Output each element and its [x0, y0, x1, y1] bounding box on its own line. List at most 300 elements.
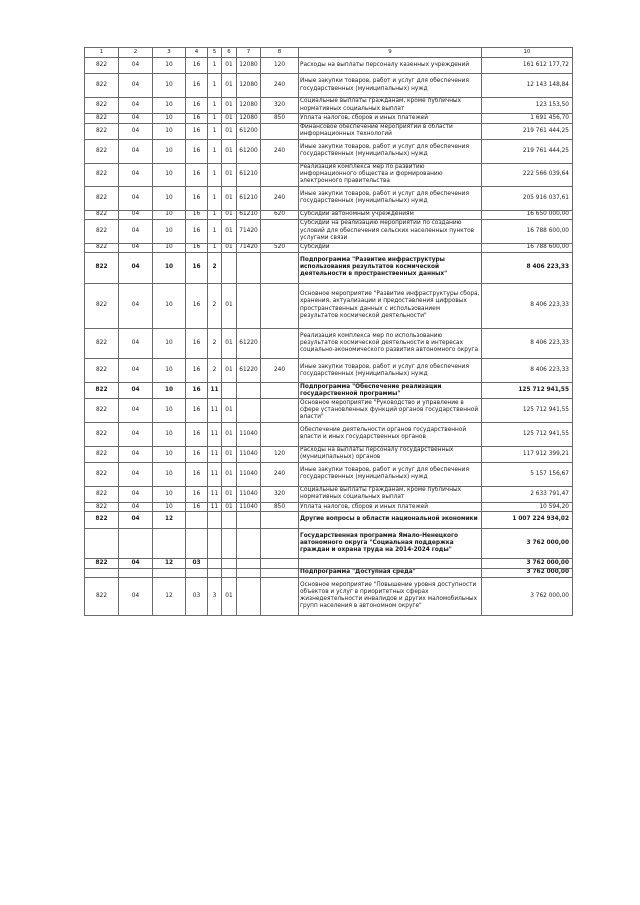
cell-subsection-code: 10: [153, 139, 186, 163]
cell-direction-code: 11040: [237, 446, 261, 462]
cell-program-code: 16: [186, 423, 208, 447]
cell-subprogram-code: 11: [208, 463, 222, 487]
table-row: [85, 97, 573, 113]
cell-event-code: 01: [222, 219, 237, 243]
table-row: [85, 58, 573, 74]
cell-event-code: 01: [222, 359, 237, 383]
table-row: [85, 568, 573, 577]
cell-section-code: 04: [119, 139, 153, 163]
table-row: [85, 328, 573, 359]
cell-event-code: [222, 559, 237, 568]
cell-expense-type-code: 240: [261, 74, 299, 98]
cell-event-code: 01: [222, 58, 237, 74]
cell-expense-type-code: [261, 528, 299, 559]
cell-amount: 8 406 223,33: [482, 283, 573, 328]
cell-admin-code: 822: [85, 163, 119, 187]
cell-program-code: 16: [186, 123, 208, 139]
cell-program-code: [186, 568, 208, 577]
cell-section-code: 04: [119, 58, 153, 74]
cell-description: Расходы на выплаты персоналу казенных учреждений: [299, 58, 482, 74]
cell-subprogram-code: 1: [208, 219, 222, 243]
cell-event-code: [222, 383, 237, 399]
cell-section-code: 04: [119, 219, 153, 243]
cell-admin-code: 822: [85, 123, 119, 139]
cell-admin-code: 822: [85, 359, 119, 383]
cell-expense-type-code: [261, 163, 299, 187]
cell-subprogram-code: 3: [208, 577, 222, 615]
cell-program-code: 16: [186, 139, 208, 163]
cell-expense-type-code: 240: [261, 463, 299, 487]
table-row: [85, 383, 573, 399]
cell-subprogram-code: 1: [208, 114, 222, 123]
cell-expense-type-code: 320: [261, 97, 299, 113]
cell-direction-code: 61210: [237, 210, 261, 219]
cell-description: Расходы на выплаты персоналу государственных (муниципальных) органов: [299, 446, 482, 462]
cell-amount: 219 761 444,25: [482, 139, 573, 163]
cell-subprogram-code: 2: [208, 328, 222, 359]
cell-admin-code: 822: [85, 219, 119, 243]
cell-description: Подпрограмма "Доступная среда": [299, 568, 482, 577]
cell-program-code: 16: [186, 359, 208, 383]
cell-subsection-code: 10: [153, 283, 186, 328]
cell-section-code: 04: [119, 399, 153, 423]
cell-program-code: 16: [186, 399, 208, 423]
column-header: 3: [153, 48, 186, 58]
table-row: [85, 123, 573, 139]
cell-subsection-code: 10: [153, 114, 186, 123]
cell-description: Реализация комплекса мер по использованию результатов космической деятельности в интересах социально-экономического развития автономного округа: [299, 328, 482, 359]
cell-amount: 3 762 000,00: [482, 577, 573, 615]
cell-program-code: 16: [186, 486, 208, 502]
cell-description: Основное мероприятие "Развитие инфраструктуры сбора, хранения, актуализации и предоставления цифровых пространственных данных с использованием результатов космической деятельности": [299, 283, 482, 328]
cell-program-code: 16: [186, 114, 208, 123]
cell-program-code: 16: [186, 163, 208, 187]
cell-program-code: 16: [186, 503, 208, 512]
cell-subprogram-code: 1: [208, 210, 222, 219]
cell-admin-code: 822: [85, 399, 119, 423]
cell-direction-code: 61210: [237, 187, 261, 211]
cell-program-code: 16: [186, 219, 208, 243]
table-row: [85, 486, 573, 502]
cell-admin-code: 822: [85, 74, 119, 98]
cell-amount: 8 406 223,33: [482, 252, 573, 283]
cell-section-code: 04: [119, 123, 153, 139]
cell-amount: 3 762 000,00: [482, 568, 573, 577]
cell-event-code: [222, 512, 237, 528]
cell-expense-type-code: 120: [261, 58, 299, 74]
cell-direction-code: [237, 577, 261, 615]
cell-expense-type-code: 120: [261, 446, 299, 462]
cell-event-code: 01: [222, 114, 237, 123]
column-header: 8: [261, 48, 299, 58]
cell-admin-code: 822: [85, 243, 119, 252]
column-header: 2: [119, 48, 153, 58]
cell-amount: 219 761 444,25: [482, 123, 573, 139]
table-body: [85, 58, 573, 616]
cell-expense-type-code: [261, 577, 299, 615]
cell-expense-type-code: 520: [261, 243, 299, 252]
cell-section-code: [119, 568, 153, 577]
cell-direction-code: 11040: [237, 423, 261, 447]
cell-subsection-code: [153, 568, 186, 577]
table-header-row: [85, 48, 573, 58]
cell-admin-code: 822: [85, 463, 119, 487]
cell-amount: 8 406 223,33: [482, 359, 573, 383]
cell-event-code: [222, 568, 237, 577]
cell-subsection-code: 10: [153, 74, 186, 98]
cell-expense-type-code: [261, 219, 299, 243]
cell-subprogram-code: 1: [208, 74, 222, 98]
cell-admin-code: 822: [85, 97, 119, 113]
cell-description: [299, 559, 482, 568]
cell-admin-code: 822: [85, 58, 119, 74]
cell-subprogram-code: 11: [208, 383, 222, 399]
cell-description: Уплата налогов, сборов и иных платежей: [299, 503, 482, 512]
cell-event-code: 01: [222, 123, 237, 139]
cell-direction-code: 61220: [237, 328, 261, 359]
cell-subsection-code: 12: [153, 512, 186, 528]
cell-event-code: 01: [222, 243, 237, 252]
table-row: [85, 559, 573, 568]
column-header: 1: [85, 48, 119, 58]
cell-direction-code: [237, 383, 261, 399]
cell-expense-type-code: 620: [261, 210, 299, 219]
cell-subsection-code: 10: [153, 383, 186, 399]
cell-event-code: 01: [222, 463, 237, 487]
cell-amount: 10 594,20: [482, 503, 573, 512]
cell-subsection-code: 10: [153, 243, 186, 252]
cell-expense-type-code: [261, 283, 299, 328]
cell-program-code: 16: [186, 383, 208, 399]
cell-description: Обеспечение деятельности органов государственной власти и иных государственных органов: [299, 423, 482, 447]
cell-admin-code: 822: [85, 210, 119, 219]
cell-expense-type-code: 240: [261, 139, 299, 163]
cell-section-code: 04: [119, 114, 153, 123]
table-row: [85, 503, 573, 512]
cell-event-code: 01: [222, 139, 237, 163]
budget-table: [84, 47, 573, 616]
cell-section-code: 04: [119, 359, 153, 383]
cell-direction-code: [237, 512, 261, 528]
cell-program-code: 16: [186, 58, 208, 74]
cell-section-code: 04: [119, 187, 153, 211]
cell-amount: 125 712 941,55: [482, 399, 573, 423]
cell-amount: 16 788 600,00: [482, 243, 573, 252]
cell-program-code: 03: [186, 577, 208, 615]
cell-admin-code: 822: [85, 559, 119, 568]
column-header: 9: [299, 48, 482, 58]
cell-subprogram-code: 11: [208, 446, 222, 462]
cell-amount: 222 566 039,64: [482, 163, 573, 187]
cell-subsection-code: 10: [153, 163, 186, 187]
column-header: 5: [208, 48, 222, 58]
cell-section-code: 04: [119, 97, 153, 113]
cell-admin-code: 822: [85, 283, 119, 328]
cell-event-code: 01: [222, 163, 237, 187]
table-row: [85, 210, 573, 219]
table-row: [85, 528, 573, 559]
cell-admin-code: 822: [85, 423, 119, 447]
cell-event-code: [222, 528, 237, 559]
budget-table-sheet: [84, 47, 572, 616]
cell-direction-code: 12080: [237, 97, 261, 113]
cell-section-code: 04: [119, 512, 153, 528]
table-row: [85, 219, 573, 243]
cell-subprogram-code: 1: [208, 123, 222, 139]
cell-expense-type-code: [261, 328, 299, 359]
cell-section-code: 04: [119, 503, 153, 512]
cell-section-code: [119, 528, 153, 559]
cell-description: Финансовое обеспечение мероприятий в области информационных технологий: [299, 123, 482, 139]
cell-subprogram-code: [208, 559, 222, 568]
cell-event-code: 01: [222, 97, 237, 113]
cell-subsection-code: 10: [153, 252, 186, 283]
cell-section-code: 04: [119, 446, 153, 462]
cell-description: Реализация комплекса мер по развитию информационного общества и формированию электронного правительства: [299, 163, 482, 187]
cell-event-code: 01: [222, 503, 237, 512]
cell-subsection-code: [153, 528, 186, 559]
cell-admin-code: 822: [85, 512, 119, 528]
cell-admin-code: 822: [85, 139, 119, 163]
cell-amount: 16 788 600,00: [482, 219, 573, 243]
table-row: [85, 423, 573, 447]
table-row: [85, 139, 573, 163]
cell-expense-type-code: [261, 383, 299, 399]
cell-program-code: 16: [186, 210, 208, 219]
cell-subprogram-code: 11: [208, 486, 222, 502]
cell-program-code: 16: [186, 446, 208, 462]
cell-program-code: 16: [186, 97, 208, 113]
cell-section-code: 04: [119, 328, 153, 359]
cell-section-code: 04: [119, 383, 153, 399]
cell-subprogram-code: 11: [208, 423, 222, 447]
cell-program-code: 16: [186, 328, 208, 359]
cell-admin-code: 822: [85, 187, 119, 211]
cell-direction-code: 11040: [237, 503, 261, 512]
cell-amount: 8 406 223,33: [482, 328, 573, 359]
cell-direction-code: 71420: [237, 243, 261, 252]
cell-amount: 125 712 941,55: [482, 383, 573, 399]
cell-subprogram-code: 2: [208, 359, 222, 383]
cell-admin-code: 822: [85, 383, 119, 399]
column-header: 10: [482, 48, 573, 58]
cell-direction-code: 61200: [237, 123, 261, 139]
cell-program-code: 03: [186, 559, 208, 568]
cell-amount: 123 153,50: [482, 97, 573, 113]
cell-direction-code: 11040: [237, 486, 261, 502]
table-row: [85, 114, 573, 123]
cell-event-code: [222, 252, 237, 283]
cell-expense-type-code: [261, 123, 299, 139]
cell-program-code: 16: [186, 252, 208, 283]
cell-expense-type-code: 240: [261, 187, 299, 211]
table-row: [85, 283, 573, 328]
cell-amount: 3 762 000,00: [482, 559, 573, 568]
cell-event-code: 01: [222, 74, 237, 98]
cell-amount: 16 650 000,00: [482, 210, 573, 219]
cell-section-code: 04: [119, 210, 153, 219]
table-row: [85, 252, 573, 283]
table-row: [85, 577, 573, 615]
cell-amount: 161 612 177,72: [482, 58, 573, 74]
cell-subprogram-code: [208, 568, 222, 577]
cell-direction-code: 11040: [237, 463, 261, 487]
table-row: [85, 187, 573, 211]
cell-expense-type-code: 320: [261, 486, 299, 502]
cell-subprogram-code: 1: [208, 97, 222, 113]
cell-subsection-code: 10: [153, 399, 186, 423]
cell-subprogram-code: 11: [208, 503, 222, 512]
cell-expense-type-code: [261, 568, 299, 577]
cell-description: Субсидии: [299, 243, 482, 252]
cell-description: Социальные выплаты гражданам, кроме публичных нормативных социальных выплат: [299, 97, 482, 113]
cell-subsection-code: 12: [153, 577, 186, 615]
cell-event-code: 01: [222, 486, 237, 502]
cell-direction-code: [237, 568, 261, 577]
cell-amount: 1 007 224 934,02: [482, 512, 573, 528]
cell-section-code: 04: [119, 252, 153, 283]
cell-description: Уплата налогов, сборов и иных платежей: [299, 114, 482, 123]
table-row: [85, 163, 573, 187]
cell-program-code: 16: [186, 283, 208, 328]
column-header: 7: [237, 48, 261, 58]
cell-description: Социальные выплаты гражданам, кроме публичных нормативных социальных выплат: [299, 486, 482, 502]
table-row: [85, 359, 573, 383]
cell-program-code: 16: [186, 243, 208, 252]
cell-subprogram-code: [208, 512, 222, 528]
cell-description: Основное мероприятие "Повышение уровня доступности объектов и услуг в приоритетных сферах жизнедеятельности инвалидов и других маломобильных групп населения в автономном округе": [299, 577, 482, 615]
table-row: [85, 399, 573, 423]
cell-direction-code: [237, 528, 261, 559]
cell-section-code: 04: [119, 74, 153, 98]
cell-subsection-code: 10: [153, 328, 186, 359]
cell-description: Иные закупки товаров, работ и услуг для обеспечения государственных (муниципальных) нужд: [299, 359, 482, 383]
cell-admin-code: 822: [85, 328, 119, 359]
cell-amount: 117 912 399,21: [482, 446, 573, 462]
cell-subsection-code: 10: [153, 486, 186, 502]
cell-event-code: 01: [222, 283, 237, 328]
table-row: [85, 243, 573, 252]
cell-admin-code: 822: [85, 114, 119, 123]
cell-subsection-code: 10: [153, 123, 186, 139]
cell-direction-code: 12080: [237, 114, 261, 123]
cell-event-code: 01: [222, 187, 237, 211]
cell-description: Субсидии на реализацию мероприятий по созданию условий для обеспечения сельских населенных пунктов услугами связи: [299, 219, 482, 243]
cell-program-code: [186, 528, 208, 559]
cell-amount: 1 691 456,70: [482, 114, 573, 123]
column-header: 4: [186, 48, 208, 58]
cell-event-code: 01: [222, 446, 237, 462]
cell-subprogram-code: 1: [208, 58, 222, 74]
cell-amount: 205 916 037,61: [482, 187, 573, 211]
cell-direction-code: 61200: [237, 139, 261, 163]
cell-section-code: 04: [119, 559, 153, 568]
cell-event-code: 01: [222, 399, 237, 423]
cell-direction-code: 61210: [237, 163, 261, 187]
cell-event-code: 01: [222, 577, 237, 615]
table-row: [85, 463, 573, 487]
cell-subprogram-code: 2: [208, 283, 222, 328]
cell-subsection-code: 10: [153, 210, 186, 219]
cell-subprogram-code: 1: [208, 187, 222, 211]
cell-section-code: 04: [119, 486, 153, 502]
cell-description: Государственная программа Ямало-Ненецкого автономного округа "Социальная поддержка граждан и охрана труда на 2014-2024 годы": [299, 528, 482, 559]
cell-description: Иные закупки товаров, работ и услуг для обеспечения государственных (муниципальных) нужд: [299, 139, 482, 163]
cell-admin-code: 822: [85, 252, 119, 283]
cell-expense-type-code: 850: [261, 503, 299, 512]
cell-admin-code: [85, 568, 119, 577]
cell-subprogram-code: 1: [208, 163, 222, 187]
cell-admin-code: [85, 528, 119, 559]
cell-description: Подпрограмма "Обеспечение реализации государственной программы": [299, 383, 482, 399]
cell-amount: 2 633 791,47: [482, 486, 573, 502]
cell-expense-type-code: [261, 512, 299, 528]
cell-amount: 125 712 941,55: [482, 423, 573, 447]
cell-amount: 12 143 148,84: [482, 74, 573, 98]
cell-subsection-code: 10: [153, 219, 186, 243]
cell-description: Иные закупки товаров, работ и услуг для обеспечения государственных (муниципальных) нужд: [299, 74, 482, 98]
cell-direction-code: 71420: [237, 219, 261, 243]
cell-subsection-code: 12: [153, 559, 186, 568]
cell-admin-code: 822: [85, 446, 119, 462]
table-row: [85, 74, 573, 98]
cell-event-code: 01: [222, 328, 237, 359]
cell-subsection-code: 10: [153, 446, 186, 462]
cell-description: Иные закупки товаров, работ и услуг для обеспечения государственных (муниципальных) нужд: [299, 463, 482, 487]
table-row: [85, 512, 573, 528]
cell-subprogram-code: 1: [208, 139, 222, 163]
cell-description: Другие вопросы в области национальной экономики: [299, 512, 482, 528]
cell-direction-code: [237, 283, 261, 328]
cell-subprogram-code: 1: [208, 243, 222, 252]
cell-program-code: 16: [186, 187, 208, 211]
cell-subsection-code: 10: [153, 58, 186, 74]
cell-section-code: 04: [119, 243, 153, 252]
cell-expense-type-code: [261, 252, 299, 283]
cell-direction-code: 12080: [237, 74, 261, 98]
cell-section-code: 04: [119, 283, 153, 328]
cell-amount: 3 762 000,00: [482, 528, 573, 559]
cell-subsection-code: 10: [153, 359, 186, 383]
cell-admin-code: 822: [85, 486, 119, 502]
cell-expense-type-code: 850: [261, 114, 299, 123]
cell-subsection-code: 10: [153, 187, 186, 211]
cell-direction-code: 61220: [237, 359, 261, 383]
cell-subsection-code: 10: [153, 97, 186, 113]
cell-amount: 5 157 156,67: [482, 463, 573, 487]
cell-direction-code: 12080: [237, 58, 261, 74]
cell-subsection-code: 10: [153, 503, 186, 512]
cell-section-code: 04: [119, 577, 153, 615]
cell-description: Основное мероприятие "Руководство и управление в сфере установленных функций органов государственной власти": [299, 399, 482, 423]
cell-program-code: 16: [186, 463, 208, 487]
cell-description: Подпрограмма "Развитие инфраструктуры использования результатов космической деятельности в пространственных данных": [299, 252, 482, 283]
cell-event-code: 01: [222, 423, 237, 447]
cell-subprogram-code: [208, 528, 222, 559]
cell-event-code: 01: [222, 210, 237, 219]
cell-subsection-code: 10: [153, 423, 186, 447]
cell-subprogram-code: 2: [208, 252, 222, 283]
cell-direction-code: [237, 559, 261, 568]
table-row: [85, 446, 573, 462]
cell-description: Субсидии автономным учреждениям: [299, 210, 482, 219]
cell-direction-code: [237, 399, 261, 423]
cell-program-code: [186, 512, 208, 528]
cell-expense-type-code: [261, 423, 299, 447]
cell-expense-type-code: [261, 559, 299, 568]
cell-section-code: 04: [119, 423, 153, 447]
cell-admin-code: 822: [85, 503, 119, 512]
